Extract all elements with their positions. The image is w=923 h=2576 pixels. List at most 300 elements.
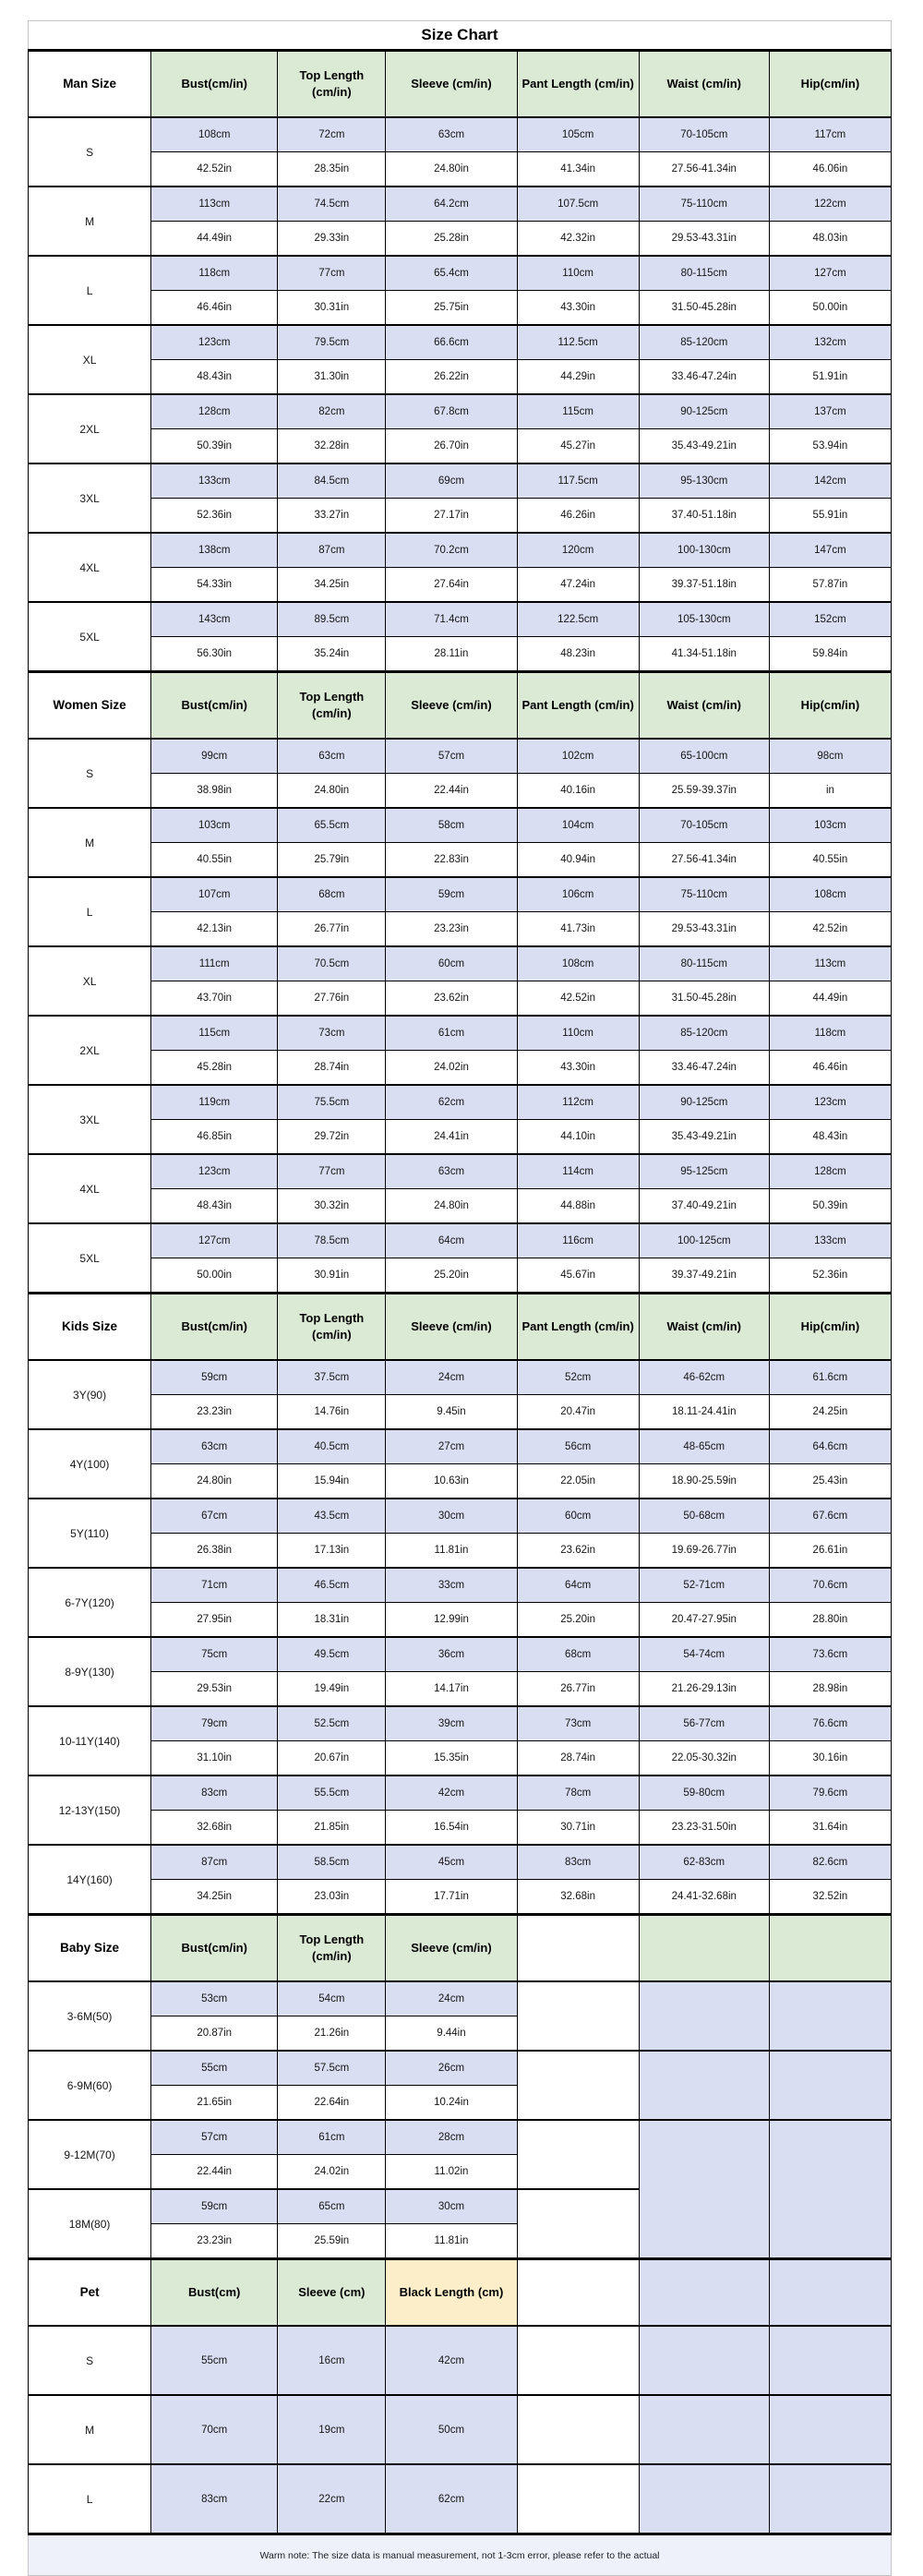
in-value-cell: 19.49in bbox=[278, 1672, 386, 1707]
table-row bbox=[29, 533, 892, 568]
in-value-cell: 25.75in bbox=[386, 291, 517, 326]
in-value-cell: 24.80in bbox=[386, 152, 517, 187]
cm-value-cell: 80-115cm bbox=[639, 946, 769, 981]
in-value-cell: 41.73in bbox=[517, 912, 639, 947]
in-value-cell: 24.02in bbox=[278, 2155, 386, 2190]
size-cell: 3XL bbox=[29, 1085, 151, 1154]
cm-value-cell: 22cm bbox=[278, 2464, 386, 2534]
cm-value-cell: 123cm bbox=[769, 1085, 891, 1120]
cm-value-cell: 63cm bbox=[151, 1429, 278, 1464]
in-value-cell: 48.23in bbox=[517, 637, 639, 672]
in-value-cell: 25.79in bbox=[278, 843, 386, 878]
cm-value-cell: 57cm bbox=[151, 2120, 278, 2155]
cm-value-cell: 78cm bbox=[517, 1776, 639, 1811]
cm-value-cell: 66.6cm bbox=[386, 325, 517, 360]
empty-cell bbox=[517, 2120, 639, 2189]
table-row bbox=[29, 1464, 892, 1499]
cm-value-cell: 67.8cm bbox=[386, 394, 517, 429]
in-value-cell: 47.24in bbox=[517, 568, 639, 603]
table-row bbox=[29, 637, 892, 672]
cm-value-cell: 85-120cm bbox=[639, 1016, 769, 1051]
in-value-cell: 21.65in bbox=[151, 2086, 278, 2121]
cm-value-cell: 103cm bbox=[151, 808, 278, 843]
cm-value-cell: 68cm bbox=[278, 877, 386, 912]
cm-value-cell: 45cm bbox=[386, 1845, 517, 1880]
in-value-cell: 42.52in bbox=[769, 912, 891, 947]
in-value-cell: 27.64in bbox=[386, 568, 517, 603]
size-cell: 6-7Y(120) bbox=[29, 1568, 151, 1637]
empty-cell bbox=[517, 2395, 639, 2464]
size-cell: 3XL bbox=[29, 463, 151, 533]
table-row bbox=[29, 602, 892, 637]
in-value-cell: 17.71in bbox=[386, 1880, 517, 1915]
in-value-cell: 25.20in bbox=[517, 1603, 639, 1638]
in-value-cell: 20.67in bbox=[278, 1741, 386, 1776]
table-row bbox=[29, 1845, 892, 1880]
column-header: Bust(cm/in) bbox=[151, 1915, 278, 1982]
table-row bbox=[29, 222, 892, 257]
cm-value-cell: 128cm bbox=[769, 1154, 891, 1189]
cm-value-cell: 87cm bbox=[278, 533, 386, 568]
in-value-cell: 50.00in bbox=[151, 1258, 278, 1294]
cm-value-cell: 24cm bbox=[386, 1981, 517, 2016]
table-row bbox=[29, 1880, 892, 1915]
table-row bbox=[29, 1811, 892, 1846]
cm-value-cell: 56cm bbox=[517, 1429, 639, 1464]
cm-value-cell: 59-80cm bbox=[639, 1776, 769, 1811]
cm-value-cell: 70.2cm bbox=[386, 533, 517, 568]
cm-value-cell: 67.6cm bbox=[769, 1499, 891, 1534]
in-value-cell: 26.61in bbox=[769, 1534, 891, 1569]
cm-value-cell: 42cm bbox=[386, 1776, 517, 1811]
in-value-cell: 29.53-43.31in bbox=[639, 222, 769, 257]
cm-value-cell: 77cm bbox=[278, 256, 386, 291]
size-cell: L bbox=[29, 256, 151, 325]
size-cell: 8-9Y(130) bbox=[29, 1637, 151, 1706]
in-value-cell: 22.44in bbox=[386, 774, 517, 809]
table-row bbox=[29, 1120, 892, 1155]
column-header: Top Length (cm/in) bbox=[278, 672, 386, 740]
table-row bbox=[29, 1534, 892, 1569]
cm-value-cell: 58.5cm bbox=[278, 1845, 386, 1880]
table-row bbox=[29, 256, 892, 291]
in-value-cell: 52.36in bbox=[151, 499, 278, 534]
in-value-cell: 18.31in bbox=[278, 1603, 386, 1638]
cm-value-cell: 60cm bbox=[517, 1499, 639, 1534]
cm-value-cell: 75cm bbox=[151, 1637, 278, 1672]
in-value-cell: 39.37-51.18in bbox=[639, 568, 769, 603]
size-cell: 4XL bbox=[29, 1154, 151, 1223]
cm-value-cell: 79cm bbox=[151, 1706, 278, 1741]
in-value-cell: 11.02in bbox=[386, 2155, 517, 2190]
column-header: Bust(cm/in) bbox=[151, 51, 278, 118]
cm-value-cell: 16cm bbox=[278, 2326, 386, 2395]
page-title: Size Chart bbox=[28, 20, 892, 49]
in-value-cell: 22.83in bbox=[386, 843, 517, 878]
in-value-cell: 10.63in bbox=[386, 1464, 517, 1499]
empty-cell bbox=[639, 2120, 769, 2259]
empty-header-cell bbox=[639, 1915, 769, 1982]
cm-value-cell: 27cm bbox=[386, 1429, 517, 1464]
cm-value-cell: 72cm bbox=[278, 117, 386, 152]
column-header: Waist (cm/in) bbox=[639, 672, 769, 740]
cm-value-cell: 100-125cm bbox=[639, 1223, 769, 1258]
in-value-cell: 41.34in bbox=[517, 152, 639, 187]
empty-header-cell bbox=[639, 2259, 769, 2327]
cm-value-cell: 76.6cm bbox=[769, 1706, 891, 1741]
in-value-cell: 46.46in bbox=[151, 291, 278, 326]
size-cell: S bbox=[29, 117, 151, 187]
cm-value-cell: 26cm bbox=[386, 2051, 517, 2086]
table-row bbox=[29, 2395, 892, 2464]
in-value-cell: 40.55in bbox=[151, 843, 278, 878]
cm-value-cell: 65-100cm bbox=[639, 739, 769, 774]
size-cell: M bbox=[29, 808, 151, 877]
cm-value-cell: 95-130cm bbox=[639, 463, 769, 499]
column-header: Bust(cm/in) bbox=[151, 672, 278, 740]
column-header: Sleeve (cm/in) bbox=[386, 51, 517, 118]
size-cell: 18M(80) bbox=[29, 2189, 151, 2259]
cm-value-cell: 60cm bbox=[386, 946, 517, 981]
cm-value-cell: 117.5cm bbox=[517, 463, 639, 499]
in-value-cell: 31.30in bbox=[278, 360, 386, 395]
cm-value-cell: 57cm bbox=[386, 739, 517, 774]
in-value-cell: 28.80in bbox=[769, 1603, 891, 1638]
size-cell: 3-6M(50) bbox=[29, 1981, 151, 2051]
column-header: Pant Length (cm/in) bbox=[517, 51, 639, 118]
table-row bbox=[29, 1499, 892, 1534]
cm-value-cell: 128cm bbox=[151, 394, 278, 429]
empty-cell bbox=[769, 2051, 891, 2120]
in-value-cell: 46.46in bbox=[769, 1051, 891, 1086]
size-cell: 14Y(160) bbox=[29, 1845, 151, 1915]
in-value-cell: 23.03in bbox=[278, 1880, 386, 1915]
cm-value-cell: 73.6cm bbox=[769, 1637, 891, 1672]
in-value-cell: 40.16in bbox=[517, 774, 639, 809]
in-value-cell: 42.52in bbox=[151, 152, 278, 187]
section-label: Women Size bbox=[29, 672, 151, 740]
cm-value-cell: 105-130cm bbox=[639, 602, 769, 637]
size-cell: XL bbox=[29, 325, 151, 394]
in-value-cell: 33.27in bbox=[278, 499, 386, 534]
in-value-cell: 45.67in bbox=[517, 1258, 639, 1294]
in-value-cell: 41.34-51.18in bbox=[639, 637, 769, 672]
section-label: Man Size bbox=[29, 51, 151, 118]
size-cell: 5XL bbox=[29, 602, 151, 672]
empty-cell bbox=[639, 1981, 769, 2051]
table-row bbox=[29, 291, 892, 326]
in-value-cell: 21.26in bbox=[278, 2016, 386, 2052]
cm-value-cell: 112cm bbox=[517, 1085, 639, 1120]
in-value-cell: 33.46-47.24in bbox=[639, 360, 769, 395]
in-value-cell: 57.87in bbox=[769, 568, 891, 603]
in-value-cell: 42.52in bbox=[517, 981, 639, 1017]
in-value-cell: 21.26-29.13in bbox=[639, 1672, 769, 1707]
in-value-cell: 53.94in bbox=[769, 429, 891, 464]
cm-value-cell: 82cm bbox=[278, 394, 386, 429]
in-value-cell: 23.23-31.50in bbox=[639, 1811, 769, 1846]
empty-cell bbox=[769, 2464, 891, 2534]
cm-value-cell: 64.6cm bbox=[769, 1429, 891, 1464]
in-value-cell: 46.26in bbox=[517, 499, 639, 534]
cm-value-cell: 75-110cm bbox=[639, 187, 769, 222]
table-row bbox=[29, 1360, 892, 1395]
cm-value-cell: 83cm bbox=[151, 2464, 278, 2534]
cm-value-cell: 122.5cm bbox=[517, 602, 639, 637]
in-value-cell: 24.41in bbox=[386, 1120, 517, 1155]
cm-value-cell: 111cm bbox=[151, 946, 278, 981]
column-header: Bust(cm/in) bbox=[151, 1294, 278, 1361]
table-row bbox=[29, 325, 892, 360]
in-value-cell: 44.49in bbox=[769, 981, 891, 1017]
in-value-cell: 48.43in bbox=[769, 1120, 891, 1155]
cm-value-cell: 30cm bbox=[386, 1499, 517, 1534]
cm-value-cell: 137cm bbox=[769, 394, 891, 429]
table-row bbox=[29, 463, 892, 499]
cm-value-cell: 115cm bbox=[517, 394, 639, 429]
in-value-cell: 32.68in bbox=[151, 1811, 278, 1846]
column-header: Bust(cm) bbox=[151, 2259, 278, 2327]
cm-value-cell: 62-83cm bbox=[639, 1845, 769, 1880]
section-label: Baby Size bbox=[29, 1915, 151, 1982]
table-row bbox=[29, 843, 892, 878]
in-value-cell: 30.71in bbox=[517, 1811, 639, 1846]
in-value-cell: 20.47in bbox=[517, 1395, 639, 1430]
table-row bbox=[29, 152, 892, 187]
cm-value-cell: 80-115cm bbox=[639, 256, 769, 291]
table-row bbox=[29, 1016, 892, 1051]
cm-value-cell: 61cm bbox=[278, 2120, 386, 2155]
cm-value-cell: 49.5cm bbox=[278, 1637, 386, 1672]
in-value-cell: 28.11in bbox=[386, 637, 517, 672]
cm-value-cell: 54cm bbox=[278, 1981, 386, 2016]
empty-cell bbox=[769, 2395, 891, 2464]
size-cell: 2XL bbox=[29, 1016, 151, 1085]
in-value-cell: 15.35in bbox=[386, 1741, 517, 1776]
table-row bbox=[29, 1776, 892, 1811]
cm-value-cell: 87cm bbox=[151, 1845, 278, 1880]
cm-value-cell: 42cm bbox=[386, 2326, 517, 2395]
cm-value-cell: 68cm bbox=[517, 1637, 639, 1672]
in-value-cell: 25.59-39.37in bbox=[639, 774, 769, 809]
size-cell: L bbox=[29, 2464, 151, 2534]
cm-value-cell: 112.5cm bbox=[517, 325, 639, 360]
cm-value-cell: 132cm bbox=[769, 325, 891, 360]
table-row bbox=[29, 912, 892, 947]
cm-value-cell: 108cm bbox=[517, 946, 639, 981]
table-row bbox=[29, 499, 892, 534]
size-cell: S bbox=[29, 739, 151, 808]
cm-value-cell: 82.6cm bbox=[769, 1845, 891, 1880]
table-row bbox=[29, 1741, 892, 1776]
cm-value-cell: 147cm bbox=[769, 533, 891, 568]
in-value-cell: 27.56-41.34in bbox=[639, 152, 769, 187]
in-value-cell: 12.99in bbox=[386, 1603, 517, 1638]
cm-value-cell: 84.5cm bbox=[278, 463, 386, 499]
cm-value-cell: 55.5cm bbox=[278, 1776, 386, 1811]
cm-value-cell: 46-62cm bbox=[639, 1360, 769, 1395]
cm-value-cell: 103cm bbox=[769, 808, 891, 843]
empty-header-cell bbox=[769, 1915, 891, 1982]
empty-cell bbox=[517, 2326, 639, 2395]
cm-value-cell: 73cm bbox=[517, 1706, 639, 1741]
cm-value-cell: 74.5cm bbox=[278, 187, 386, 222]
cm-value-cell: 152cm bbox=[769, 602, 891, 637]
in-value-cell: 24.80in bbox=[278, 774, 386, 809]
cm-value-cell: 119cm bbox=[151, 1085, 278, 1120]
in-value-cell: 20.87in bbox=[151, 2016, 278, 2052]
in-value-cell: 25.28in bbox=[386, 222, 517, 257]
cm-value-cell: 122cm bbox=[769, 187, 891, 222]
in-value-cell: 31.10in bbox=[151, 1741, 278, 1776]
in-value-cell: 27.95in bbox=[151, 1603, 278, 1638]
empty-cell bbox=[639, 2395, 769, 2464]
size-cell: 3Y(90) bbox=[29, 1360, 151, 1429]
in-value-cell: 35.43-49.21in bbox=[639, 1120, 769, 1155]
table-row bbox=[29, 1429, 892, 1464]
table-row bbox=[29, 568, 892, 603]
size-cell: M bbox=[29, 187, 151, 256]
cm-value-cell: 123cm bbox=[151, 1154, 278, 1189]
in-value-cell: 35.24in bbox=[278, 637, 386, 672]
cm-value-cell: 33cm bbox=[386, 1568, 517, 1603]
table-row bbox=[29, 394, 892, 429]
in-value-cell: in bbox=[769, 774, 891, 809]
cm-value-cell: 133cm bbox=[769, 1223, 891, 1258]
cm-value-cell: 78.5cm bbox=[278, 1223, 386, 1258]
cm-value-cell: 43.5cm bbox=[278, 1499, 386, 1534]
column-header: Top Length (cm/in) bbox=[278, 1294, 386, 1361]
cm-value-cell: 90-125cm bbox=[639, 394, 769, 429]
cm-value-cell: 79.6cm bbox=[769, 1776, 891, 1811]
in-value-cell: 30.91in bbox=[278, 1258, 386, 1294]
in-value-cell: 56.30in bbox=[151, 637, 278, 672]
column-header: Sleeve (cm/in) bbox=[386, 1294, 517, 1361]
cm-value-cell: 48-65cm bbox=[639, 1429, 769, 1464]
cm-value-cell: 104cm bbox=[517, 808, 639, 843]
in-value-cell: 29.53-43.31in bbox=[639, 912, 769, 947]
in-value-cell: 50.39in bbox=[151, 429, 278, 464]
size-cell: S bbox=[29, 2326, 151, 2395]
table-row bbox=[29, 1258, 892, 1294]
in-value-cell: 19.69-26.77in bbox=[639, 1534, 769, 1569]
in-value-cell: 28.98in bbox=[769, 1672, 891, 1707]
in-value-cell: 43.30in bbox=[517, 291, 639, 326]
in-value-cell: 50.00in bbox=[769, 291, 891, 326]
in-value-cell: 20.47-27.95in bbox=[639, 1603, 769, 1638]
in-value-cell: 31.50-45.28in bbox=[639, 291, 769, 326]
in-value-cell: 9.44in bbox=[386, 2016, 517, 2052]
table-row bbox=[29, 1223, 892, 1258]
table-row bbox=[29, 2326, 892, 2395]
in-value-cell: 14.76in bbox=[278, 1395, 386, 1430]
cm-value-cell: 90-125cm bbox=[639, 1085, 769, 1120]
cm-value-cell: 39cm bbox=[386, 1706, 517, 1741]
column-header: Pant Length (cm/in) bbox=[517, 672, 639, 740]
in-value-cell: 26.77in bbox=[517, 1672, 639, 1707]
table-row bbox=[29, 1395, 892, 1430]
in-value-cell: 45.28in bbox=[151, 1051, 278, 1086]
empty-cell bbox=[769, 2120, 891, 2259]
in-value-cell: 46.06in bbox=[769, 152, 891, 187]
cm-value-cell: 113cm bbox=[769, 946, 891, 981]
cm-value-cell: 138cm bbox=[151, 533, 278, 568]
in-value-cell: 32.52in bbox=[769, 1880, 891, 1915]
in-value-cell: 28.35in bbox=[278, 152, 386, 187]
table-row bbox=[29, 360, 892, 395]
cm-value-cell: 115cm bbox=[151, 1016, 278, 1051]
table-row bbox=[29, 2464, 892, 2534]
in-value-cell: 24.80in bbox=[151, 1464, 278, 1499]
in-value-cell: 26.22in bbox=[386, 360, 517, 395]
in-value-cell: 23.62in bbox=[386, 981, 517, 1017]
cm-value-cell: 64cm bbox=[517, 1568, 639, 1603]
cm-value-cell: 46.5cm bbox=[278, 1568, 386, 1603]
cm-value-cell: 56-77cm bbox=[639, 1706, 769, 1741]
in-value-cell: 23.23in bbox=[151, 2224, 278, 2259]
in-value-cell: 33.46-47.24in bbox=[639, 1051, 769, 1086]
column-header: Pant Length (cm/in) bbox=[517, 1294, 639, 1361]
table-row bbox=[29, 2051, 892, 2086]
cm-value-cell: 70cm bbox=[151, 2395, 278, 2464]
cm-value-cell: 118cm bbox=[769, 1016, 891, 1051]
in-value-cell: 10.24in bbox=[386, 2086, 517, 2121]
empty-cell bbox=[517, 1981, 639, 2051]
cm-value-cell: 65cm bbox=[278, 2189, 386, 2224]
in-value-cell: 9.45in bbox=[386, 1395, 517, 1430]
cm-value-cell: 52.5cm bbox=[278, 1706, 386, 1741]
in-value-cell: 22.05-30.32in bbox=[639, 1741, 769, 1776]
in-value-cell: 24.02in bbox=[386, 1051, 517, 1086]
in-value-cell: 11.81in bbox=[386, 2224, 517, 2259]
in-value-cell: 26.38in bbox=[151, 1534, 278, 1569]
cm-value-cell: 107cm bbox=[151, 877, 278, 912]
empty-header-cell bbox=[517, 2259, 639, 2327]
in-value-cell: 34.25in bbox=[151, 1880, 278, 1915]
cm-value-cell: 98cm bbox=[769, 739, 891, 774]
table-row bbox=[29, 808, 892, 843]
cm-value-cell: 62cm bbox=[386, 1085, 517, 1120]
cm-value-cell: 95-125cm bbox=[639, 1154, 769, 1189]
in-value-cell: 18.90-25.59in bbox=[639, 1464, 769, 1499]
in-value-cell: 54.33in bbox=[151, 568, 278, 603]
size-cell: 2XL bbox=[29, 394, 151, 463]
footer-note-row bbox=[29, 2534, 892, 2576]
column-header: Sleeve (cm) bbox=[278, 2259, 386, 2327]
size-cell: M bbox=[29, 2395, 151, 2464]
cm-value-cell: 65.4cm bbox=[386, 256, 517, 291]
in-value-cell: 24.25in bbox=[769, 1395, 891, 1430]
cm-value-cell: 100-130cm bbox=[639, 533, 769, 568]
cm-value-cell: 67cm bbox=[151, 1499, 278, 1534]
table-row bbox=[29, 774, 892, 809]
in-value-cell: 27.17in bbox=[386, 499, 517, 534]
section-header-baby-size bbox=[29, 1915, 892, 1982]
cm-value-cell: 127cm bbox=[151, 1223, 278, 1258]
cm-value-cell: 64.2cm bbox=[386, 187, 517, 222]
table-row bbox=[29, 1603, 892, 1638]
in-value-cell: 29.33in bbox=[278, 222, 386, 257]
in-value-cell: 27.56-41.34in bbox=[639, 843, 769, 878]
table-row bbox=[29, 1154, 892, 1189]
empty-cell bbox=[517, 2051, 639, 2120]
table-row bbox=[29, 429, 892, 464]
cm-value-cell: 71.4cm bbox=[386, 602, 517, 637]
size-cell: 6-9M(60) bbox=[29, 2051, 151, 2120]
cm-value-cell: 71cm bbox=[151, 1568, 278, 1603]
in-value-cell: 44.10in bbox=[517, 1120, 639, 1155]
cm-value-cell: 102cm bbox=[517, 739, 639, 774]
